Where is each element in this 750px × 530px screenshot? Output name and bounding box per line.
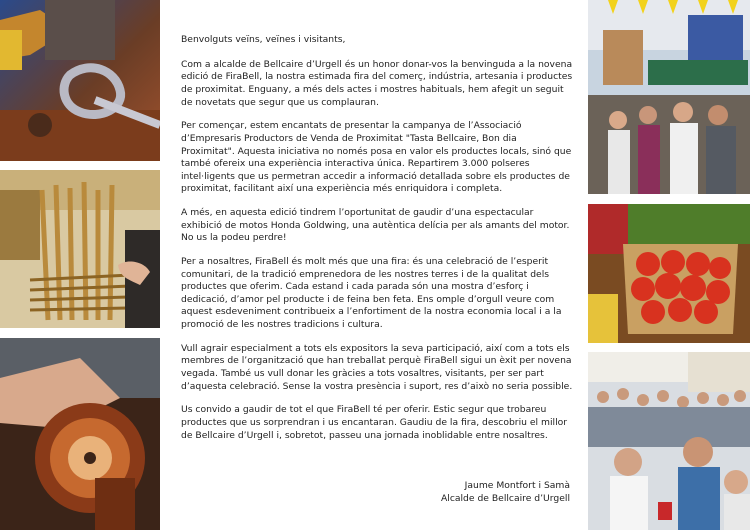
market-street-photo [588,0,750,194]
letter-paragraph: Per començar, estem encantats de presentar la campanya de l’Associació d’Empresaris Productors de Venda de Proximitat "Tasta Bellcaire, Bon dia Proximitat". Aquesta iniciativa no només posa en valor els productes locals, sinó que també ofereix una experiència interactiva única. Repartirem 3.000 polseres intel·ligents que us permetran accedir a informació detallada sobre els productes de proximitat, facilitant així una experiència més enriquidora i completa. [181,120,572,195]
letter-paragraph: Com a alcalde de Bellcaire d’Urgell és un honor donar-vos la benvinguda a la novena edició de FiraBell, la nostra estimada fira del comerç, indústria, artesania i productes de proximitat. Enguany, a més dels actes i mostres habituals, hem afegit un seguit de novetats que segur que us complauran. [181,58,573,108]
signature-block [441,480,570,505]
crowd-photo [588,352,750,530]
right-photo-column [588,0,750,530]
letter-greeting: Benvolguts veïns, veïnes i visitants, [181,34,346,45]
letter-paragraph: Us convido a gaudir de tot el que FiraBell té per oferir. Estic segur que trobareu productes que us sorprendran i us encantaran. Gaudiu de la fira, descobriu el millor de Bellcaire d’Urgell i, sobretot, passeu una jornada inoblidable entre nosaltres. [181,404,568,441]
letter-paragraph: Per a nosaltres, FiraBell és molt més que una fira: és una celebració de l’esperit comunitari, de la tradició emprenedora de les nostres terres i de la qualitat dels productes que oferim. Cada estand i cada parada són una mostra d’esforç i dedicació, d’amor pel producte i de feina ben feta. Ens omple d’orgull veure com aquest esdeveniment contribueix a l’enfortiment de la nostra economia local i a la promoció de les nostres tradicions i cultura. [181,256,562,331]
tomato-basket-photo [588,204,750,343]
blacksmith-forge-photo [0,0,160,161]
signature-name: Jaume Montfort i Samà [464,480,570,491]
spinning-wheel-photo [0,338,160,530]
letter-paragraph: A més, en aquesta edició tindrem l’oportunitat de gaudir d’una espectacular exhibició de motos Honda Goldwing, una autèntica delícia per als amants del motor. No us la podeu perdre! [181,207,570,244]
welcome-letter [181,34,573,453]
signature-title: Alcalde de Bellcaire d’Urgell [440,492,570,504]
left-photo-column [0,0,160,530]
letter-paragraph: Vull agrair especialment a tots els expositors la seva participació, així com a tots els membres de l’organització que han treballat perquè FiraBell sigui un èxit per novena vegada. També us vull donar les gràcies a tots vosaltres, visitants, per ser part d’aquesta celebració. Sense la vostra presència i suport, res d’això no seria possible. [181,342,573,392]
basket-weaving-photo [0,170,160,328]
